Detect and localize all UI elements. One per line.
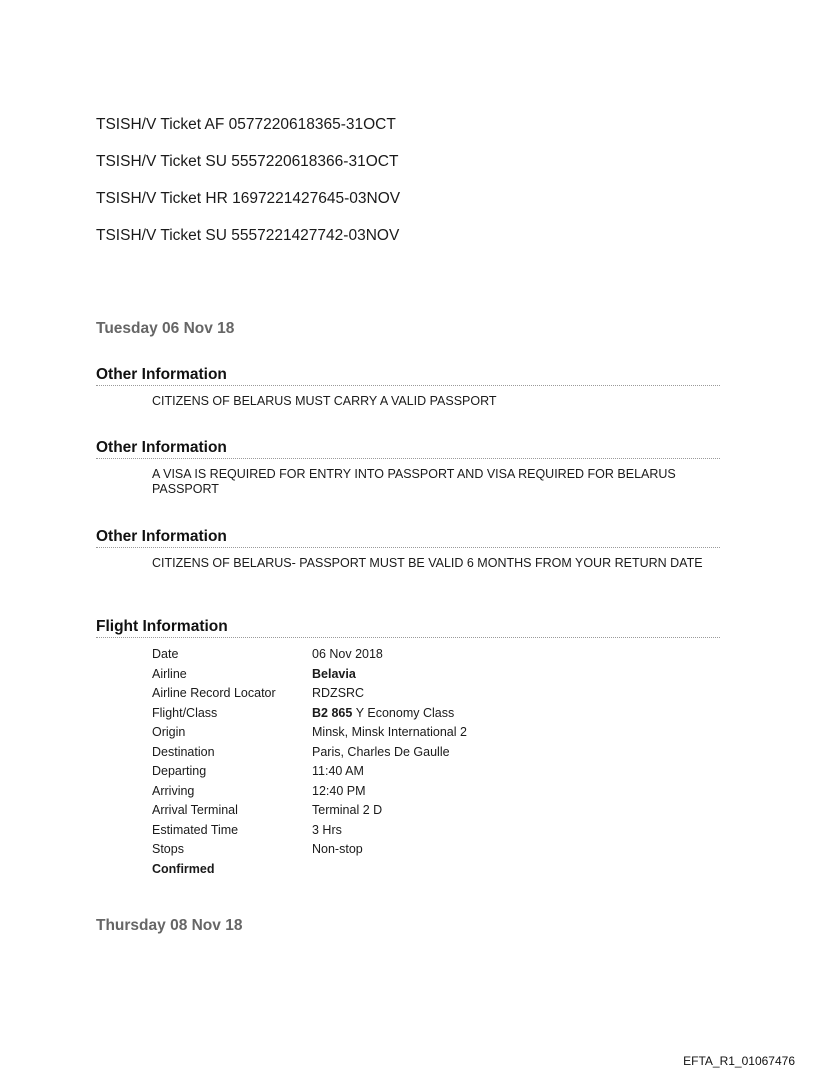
class-text: Y Economy Class [355,705,455,720]
field-value: RDZSRC [312,686,365,700]
field-value: 12:40 PM [312,783,366,798]
section-heading: Other Information [96,366,720,386]
flight-row-terminal [152,801,720,821]
field-label: Date [152,647,179,661]
section-text: CITIZENS OF BELARUS- PASSPORT MUST BE VALID 6 MONTHS FROM YOUR RETURN DATE [152,556,703,570]
flight-number: B2 865 [312,705,353,720]
field-value: 11:40 AM [312,764,364,778]
flight-row-estimated [152,821,720,841]
other-info-section-2 [96,439,720,497]
field-label: Departing [152,764,207,778]
section-heading: Flight Information [96,618,720,638]
field-value: 3 Hrs [312,822,342,837]
field-label: Arrival Terminal [152,803,238,817]
field-label: Destination [152,744,215,759]
field-value [312,704,454,724]
flight-row-date [152,645,720,665]
field-label: Arriving [152,783,195,798]
ticket-list [96,115,400,263]
other-info-section-3 [96,528,720,571]
flight-row-class [152,704,720,724]
flight-info-section [96,618,720,879]
field-label: Origin [152,725,186,739]
day-heading-tuesday: Tuesday 06 Nov 18 [96,320,235,337]
ticket-line: TSISH/V Ticket SU 5557221427742-03NOV [96,227,400,244]
field-label: Flight/Class [152,705,218,720]
field-value: 06 Nov 2018 [312,647,383,661]
section-text: A VISA IS REQUIRED FOR ENTRY INTO PASSPORT AND VISA REQUIRED FOR BELARUS PASSPORT [152,467,676,496]
section-heading: Other Information [96,528,720,548]
flight-row-destination [152,743,720,763]
flight-row-locator [152,684,720,704]
field-value: Terminal 2 D [312,803,383,817]
flight-row-arriving [152,782,720,802]
document-id: EFTA_R1_01067476 [683,1054,795,1068]
day-heading-thursday: Thursday 08 Nov 18 [96,917,243,934]
field-value: Belavia [312,666,356,681]
ticket-line: TSISH/V Ticket HR 1697221427645-03NOV [96,190,401,207]
ticket-line: TSISH/V Ticket AF 0577220618365-31OCT [96,116,396,133]
field-label: Airline [152,666,187,681]
field-label: Stops [152,842,184,856]
section-text: CITIZENS OF BELARUS MUST CARRY A VALID PASSPORT [152,394,497,408]
other-info-section-1 [96,366,720,409]
field-value: Paris, Charles De Gaulle [312,744,450,759]
field-value: Non-stop [312,842,363,856]
flight-row-stops [152,840,720,860]
field-value: Minsk, Minsk International 2 [312,725,467,739]
flight-row-airline [152,665,720,685]
section-heading: Other Information [96,439,720,459]
flight-row-origin [152,723,720,743]
ticket-line: TSISH/V Ticket SU 5557220618366-31OCT [96,153,399,170]
flight-row-departing [152,762,720,782]
booking-status: Confirmed [152,861,215,876]
field-label: Estimated Time [152,822,239,837]
field-label: Airline Record Locator [152,686,276,700]
flight-details [152,645,720,879]
